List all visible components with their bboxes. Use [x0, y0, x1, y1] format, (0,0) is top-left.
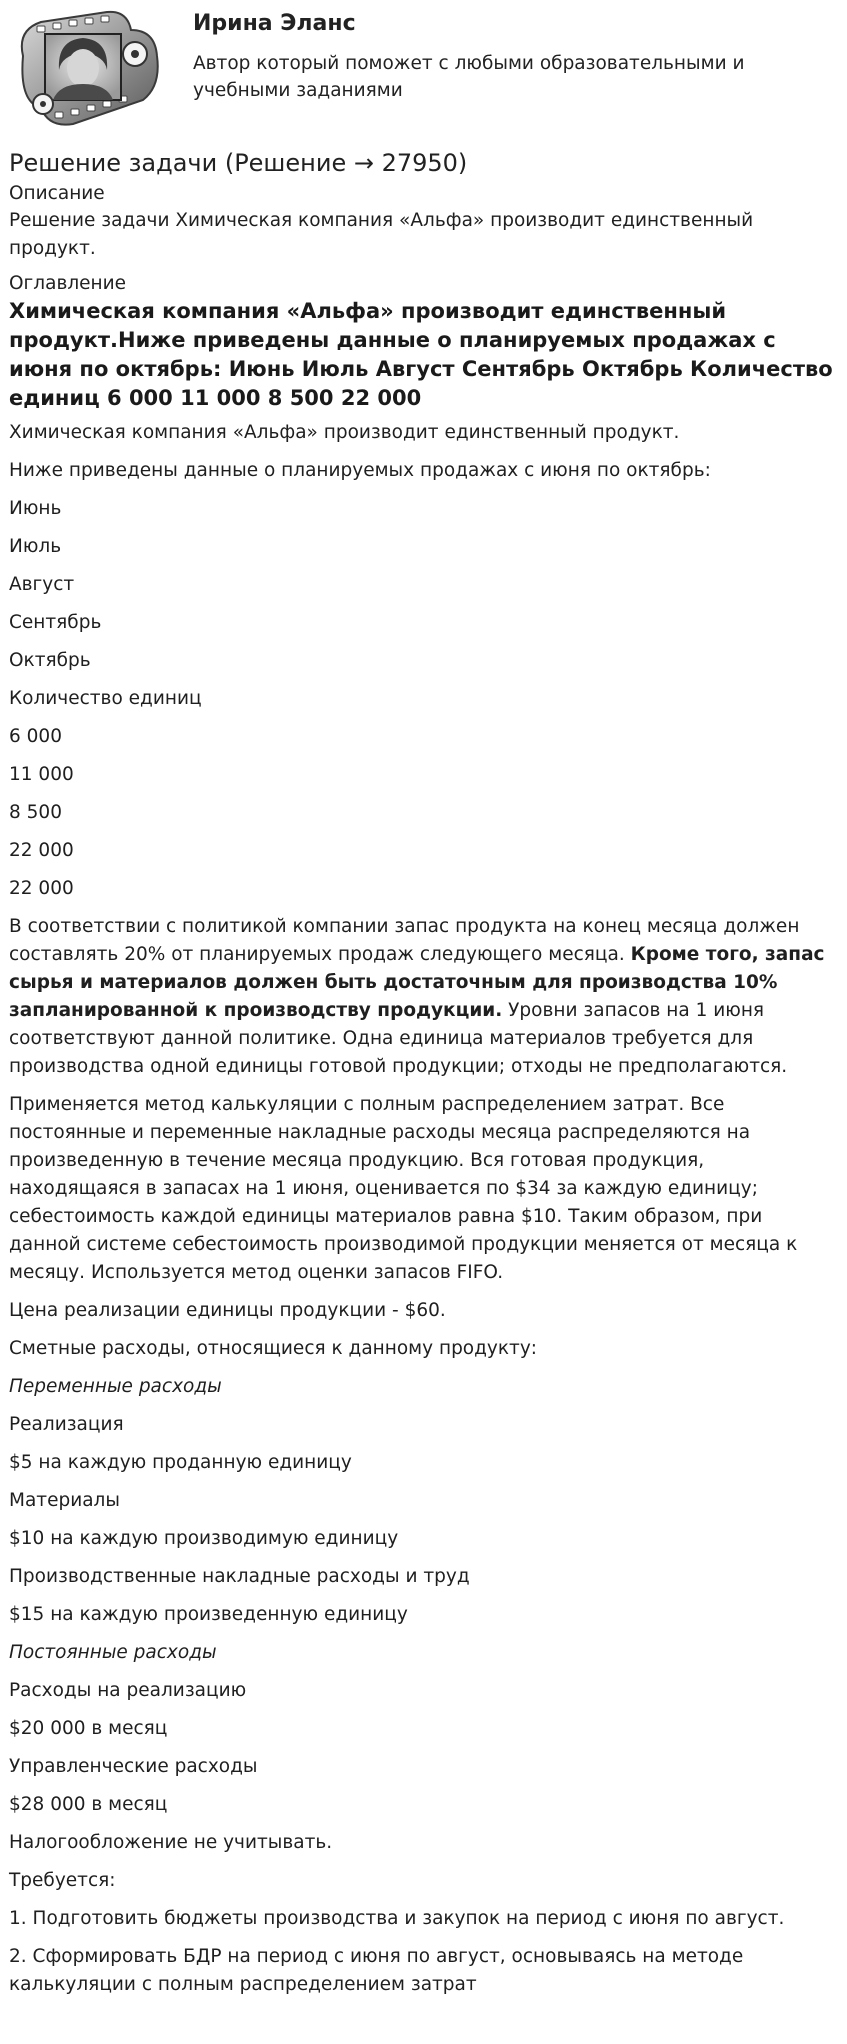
policy-text-bold: Кроме того, запас сырья и материалов должен быть достаточным для производства 10% запланированной к производству продукции.: [9, 944, 825, 1021]
author-card: [9, 0, 838, 140]
variable-cost-item: Реализация: [9, 1414, 124, 1435]
requirement-2: 2. Сформировать БДР на период с июня по август, основываясь на методе калькуляции с полным распределением затрат: [9, 1946, 744, 1995]
variable-cost-item: Материалы: [9, 1490, 120, 1511]
variable-costs-heading: Переменные расходы: [9, 1376, 222, 1397]
fixed-cost-item: $20 000 в месяц: [9, 1718, 168, 1739]
fixed-cost-item: Управленческие расходы: [9, 1756, 258, 1777]
month-item: Июль: [9, 536, 62, 557]
task-body: [9, 419, 838, 1999]
policy-text-start: В соответствии с политикой компании запас продукта на конец месяца должен составлять 20% от планируемых продаж следующего месяца.: [9, 916, 800, 965]
fixed-cost-item: Расходы на реализацию: [9, 1680, 247, 1701]
month-item: Июнь: [9, 498, 62, 519]
quantity-item: 22 000: [9, 840, 74, 861]
author-name[interactable]: Ирина Эланс: [193, 11, 356, 36]
policy-text-end: Уровни запасов на 1 июня соответствуют данной политике. Одна единица материалов требуется для производства одной единицы готовой продукции; отходы не предполагаются.: [9, 1000, 788, 1077]
variable-cost-item: $5 на каждую проданную единицу: [9, 1452, 352, 1473]
price-paragraph: Цена реализации единицы продукции - $60.: [9, 1300, 446, 1321]
month-item: Сентябрь: [9, 612, 102, 633]
description-label: Описание: [9, 183, 105, 204]
film-frame-avatar-image: [15, 8, 163, 128]
variable-cost-item: Производственные накладные расходы и труд: [9, 1566, 470, 1587]
toc-label: Оглавление: [9, 273, 127, 294]
costing-method-paragraph: Применяется метод калькуляции с полным распределением затрат. Все постоянные и переменные накладные расходы месяца распределяются на произведенную в течение месяца продукцию. Вся готовая продукция, находящаяся в запасах на 1 июня, оценивается по $34 за каждую единицу; себестоимость каждой единицы материалов равна $10. Таким образом, при данной системе себестоимость производимой продукции меняется от месяца к месяцу. Используется метод оценки запасов FIFO.: [9, 1094, 798, 1283]
quantity-item: 8 500: [9, 802, 62, 823]
fixed-cost-item: $28 000 в месяц: [9, 1794, 168, 1815]
intro-line-1: Химическая компания «Альфа» производит единственный продукт.: [9, 422, 680, 443]
month-item: Август: [9, 574, 75, 595]
variable-cost-item: $10 на каждую производимую единицу: [9, 1528, 399, 1549]
quantity-label: Количество единиц: [9, 688, 202, 709]
toc-heading: Химическая компания «Альфа» производит единственный продукт.Ниже приведены данные о планируемых продажах с июня по октябрь: Июнь Июль Август Сентябрь Октябрь Количество единиц 6 000 11 000 8 500 22 000: [9, 299, 833, 410]
requirement-1: 1. Подготовить бюджеты производства и закупок на период с июня по август.: [9, 1908, 785, 1929]
quantity-item: 22 000: [9, 878, 74, 899]
variable-cost-item: $15 на каждую произведенную единицу: [9, 1604, 408, 1625]
intro-line-2: Ниже приведены данные о планируемых продажах с июня по октябрь:: [9, 460, 711, 481]
fixed-costs-heading: Постоянные расходы: [9, 1642, 217, 1663]
author-description: Автор который поможет с любыми образовательными и учебными заданиями: [193, 53, 745, 101]
task-title: Решение задачи (Решение → 27950): [9, 149, 468, 177]
month-item: Октябрь: [9, 650, 91, 671]
description-text: Решение задачи Химическая компания «Альфа» производит единственный продукт.: [9, 210, 754, 259]
quantity-item: 11 000: [9, 764, 74, 785]
inventory-policy-paragraph: [9, 913, 838, 1081]
avatar[interactable]: [15, 8, 163, 128]
costs-intro: Сметные расходы, относящиеся к данному продукту:: [9, 1338, 537, 1359]
required-heading: Требуется:: [9, 1870, 116, 1891]
quantity-item: 6 000: [9, 726, 62, 747]
tax-note: Налогообложение не учитывать.: [9, 1832, 333, 1853]
